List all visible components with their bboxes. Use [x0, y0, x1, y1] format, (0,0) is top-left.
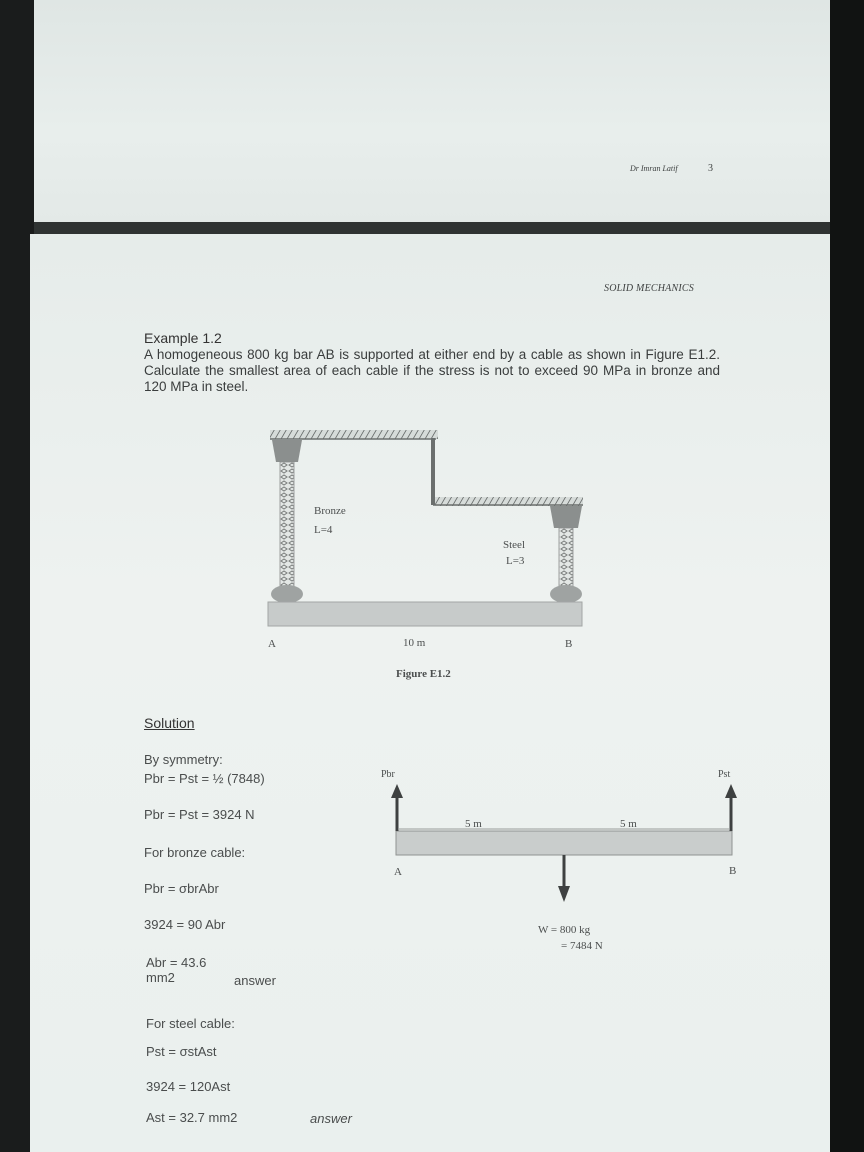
fbd-point-a: A — [394, 866, 402, 878]
symmetry-equation: Pbr = Pst = ½ (7848) — [144, 771, 265, 786]
steel-cable — [559, 528, 573, 590]
bar-ab — [268, 602, 582, 626]
bronze-anchor — [271, 585, 303, 603]
steel-area-result: Ast = 32.7 mm2 — [146, 1110, 238, 1125]
ceiling-support — [270, 430, 583, 506]
steel-answer-label: answer — [310, 1111, 352, 1126]
bronze-stress-equation: Pbr = σbrAbr — [144, 881, 219, 896]
steel-bracket — [550, 506, 582, 528]
span-label: 10 m — [403, 637, 426, 649]
free-body-diagram — [391, 784, 737, 902]
fbd-pbr-label: Pbr — [381, 769, 395, 780]
bronze-bracket — [272, 440, 302, 462]
fbd-point-b: B — [729, 865, 737, 877]
bronze-area-result: Abr = 43.6 — [146, 955, 207, 970]
weight-force: = 7484 N — [561, 940, 603, 952]
example-text: A homogeneous 800 kg bar AB is supported at either end by a cable as shown in Figure E1.2. Calculate the smallest area of each cable if the stress is not to exceed 90 MPa in bronze and 120 MPa in steel. — [144, 347, 720, 394]
solution-heading: Solution — [144, 715, 195, 731]
steel-substitution: 3924 = 120Ast — [146, 1079, 231, 1094]
symmetry-label: By symmetry: — [144, 752, 223, 767]
load-equation: Pbr = Pst = 3924 N — [144, 807, 255, 822]
bronze-answer-label: answer — [234, 973, 276, 988]
steel-length: L=3 — [506, 555, 525, 567]
pbr-arrow — [391, 784, 403, 798]
fbd-right-span: 5 m — [620, 818, 637, 830]
bronze-cable — [280, 462, 294, 590]
steel-stress-equation: Pst = σstAst — [146, 1044, 217, 1059]
fbd-left-span: 5 m — [465, 818, 482, 830]
weight-mass: W = 800 kg — [538, 924, 591, 936]
steel-cable-label: For steel cable: — [146, 1016, 235, 1031]
weight-arrow — [558, 886, 570, 902]
figure-caption: Figure E1.2 — [396, 668, 451, 680]
bronze-cable-label: For bronze cable: — [144, 845, 246, 860]
bronze-substitution: 3924 = 90 Abr — [144, 917, 226, 932]
fbd-bar — [396, 831, 732, 855]
example-title: Example 1.2 — [144, 330, 222, 346]
section-header: SOLID MECHANICS — [604, 283, 694, 294]
bronze-area-unit: mm2 — [146, 970, 175, 985]
bronze-length: L=4 — [314, 524, 333, 536]
pst-arrow — [725, 784, 737, 798]
point-a-label: A — [268, 638, 276, 650]
ceiling-left — [270, 430, 438, 439]
steel-anchor — [550, 585, 582, 603]
steel-label: Steel — [503, 539, 525, 551]
point-b-label: B — [565, 638, 573, 650]
page-number: 3 — [708, 163, 713, 174]
bronze-label: Bronze — [314, 505, 346, 517]
fbd-pst-label: Pst — [718, 769, 731, 780]
author-name: Dr Imran Latif — [630, 164, 678, 173]
